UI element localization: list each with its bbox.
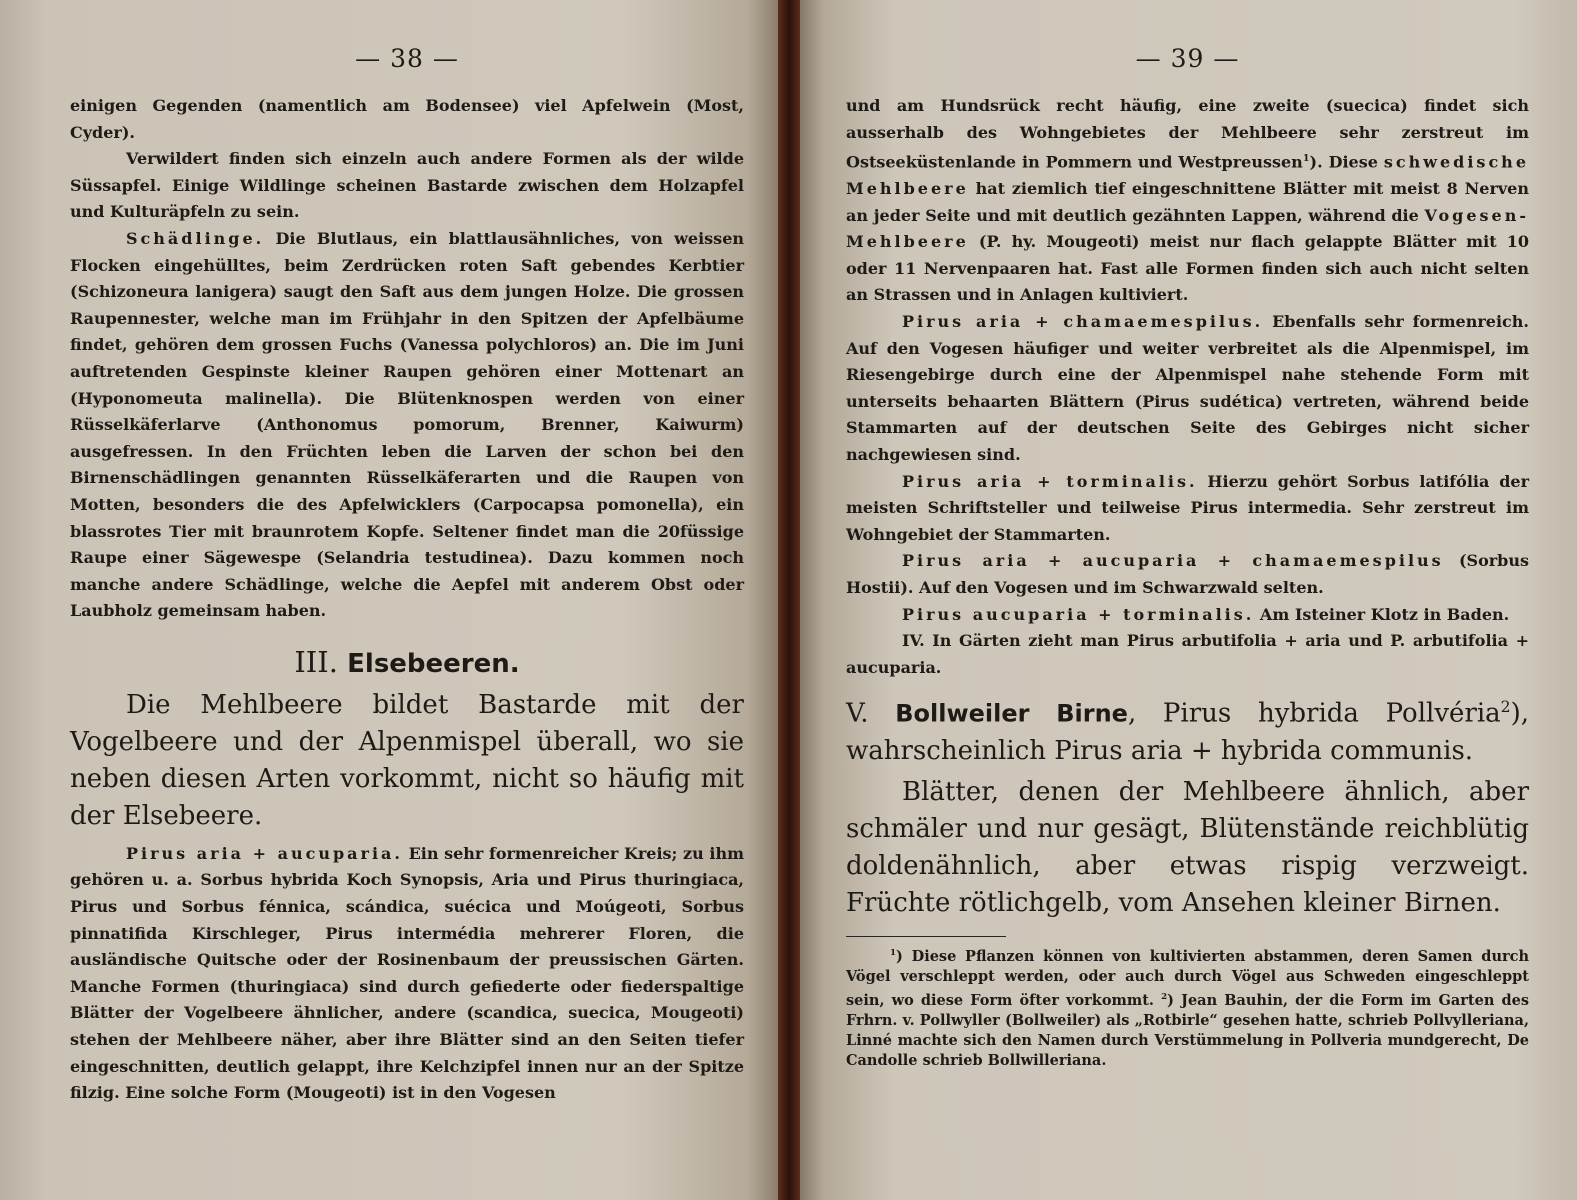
- vosges-whitebeam-term: Vogesen-Mehlbeere: [846, 205, 1529, 252]
- book-gutter: [778, 0, 800, 1200]
- text-span: ), wahrscheinlich Pirus aria + hybrida communis.: [846, 699, 1530, 767]
- footnote-2-text: ) Jean Bauhin, der die Form im Garten des Frhrn. v. Pollwyller (Bollweiler) als „Rotbirle“ gesehen hatte, schrieb Pollvylleriana, Linné machte sich den Namen durch Verstümmelung in Pollveria mundgerecht, De Candolle schrieb Bollwilleriana.: [846, 991, 1530, 1069]
- right-body-text: [846, 93, 1529, 681]
- footnote-marker-2: 2: [1161, 991, 1168, 1002]
- left-body-text-2: [70, 841, 744, 1107]
- pests-label: Schädlinge.: [126, 228, 265, 248]
- left-page: [0, 0, 778, 1200]
- section-number: V.: [846, 699, 869, 730]
- intro-paragraph: Die Mehlbeere bildet Bastarde mit der Vogelbeere und der Alpenmispel überall, wo sie neben diesen Arten vorkommt, nicht so häufig mit der Elsebeere.: [70, 689, 744, 831]
- page-number-left: — 38 —: [355, 44, 459, 73]
- text-span: (P. hy. Mougeoti) meist nur flach gelappte Blätter mit 10 oder 11 Nervenpaaren hat. Fast alle Formen finden sich auch nicht selten an Strassen und in Anlagen kultiviert.: [846, 232, 1529, 305]
- hybrid-text: Ein sehr formenreicher Kreis; zu ihm gehören u. a. Sorbus hybrida Koch Synopsis, Aria und Pirus thuringiaca, Pirus und Sorbus fénnica, scándica, suécica und Moúgeoti, Sorbus pinnatifida Kirschleger, Pirus intermédia mehrerer Floren, die ausländische Quitsche oder der Rosinenbaum der preussischen Gärten. Manche Formen (thuringiaca) sind durch gefiederte oder fiederspaltige Blätter der Vogelbeere ähnlicher, andere (scandica, suecica, Mougeoti) stehen der Mehlbeere näher, aber ihre Blätter sind an den Seiten tiefer eingeschnitten, deutlich gelappt, ihre Kelchzipfel innen nur an der Spitze filzig. Eine solche Form (Mougeoti) ist in den Vogesen: [70, 843, 745, 1103]
- hybrid-label: Pirus aria + chamaemespilus.: [902, 312, 1264, 332]
- left-paragraph-1: einigen Gegenden (namentlich am Bodensee) viel Apfelwein (Most, Cyder).: [70, 96, 744, 142]
- bollweiler-heading: [846, 689, 1529, 770]
- hybrid-label: Pirus aucuparia + torminalis.: [902, 604, 1255, 624]
- hybrid-label: Pirus aria + torminalis.: [902, 471, 1198, 491]
- right-page: [800, 0, 1577, 1200]
- swedish-whitebeam-term: schwedische Mehlbeere: [846, 152, 1529, 199]
- bollweiler-description: Blätter, denen der Mehlbeere ähnlich, aber schmäler und nur gesägt, Blütenstände reichblütig doldenähnlich, aber etwas rispig verzweigt. Früchte rötlichgelb, vom Ansehen kleiner Birnen.: [846, 777, 1529, 919]
- text-span: (Sorbus Hostii). Auf den Vogesen und im Schwarzwald selten.: [846, 551, 1530, 598]
- hybrid-paragraph: [70, 841, 744, 1107]
- footnote-divider: [846, 936, 1006, 937]
- right-paragraph-2: [846, 309, 1529, 469]
- text-span: ). Diese: [1309, 152, 1384, 172]
- left-paragraph-pests: [70, 226, 744, 625]
- section-title: Elsebeeren.: [347, 648, 520, 679]
- hybrid-label: Pirus aria + aucuparia.: [126, 843, 403, 863]
- section-title: Bollweiler Birne: [895, 700, 1128, 729]
- footnote-1-text: ) Diese Pflanzen können von kultivierten abstammen, deren Samen durch Vögel verschleppt werden, oder auch durch Vögel aus Schweden eingeschleppt sein, wo diese Form öfter vorkommt.: [846, 947, 1529, 1009]
- footnote-marker-1: 1: [890, 948, 897, 959]
- text-span: Am Isteiner Klotz in Baden.: [1254, 604, 1510, 624]
- right-paragraph-3: [846, 469, 1529, 549]
- intro-text: [70, 687, 744, 835]
- text-span: Ebenfalls sehr formenreich. Auf den Vogesen häufiger und weiter verbreitet als die Alpenmispel, im Riesengebirge durch eine der Alpenmispel nahe stehende Form mit unterseits behaarten Blättern (Pirus sudética) vertreten, während beide Stammarten auf der deutschen Seite des Gebirges nicht sicher nachgewiesen sind.: [846, 312, 1529, 465]
- text-span: Hierzu gehört Sorbus latifólia der meisten Schriftsteller und teilweise Pirus intermedia. Sehr zerstreut im Wohngebiet der Stammarten.: [846, 471, 1530, 544]
- footnote-ref-2: 2: [1500, 698, 1511, 717]
- bollweiler-section: [846, 689, 1529, 922]
- section-heading-iii: [70, 645, 744, 679]
- left-paragraph-2: Verwildert finden sich einzeln auch andere Formen als der wilde Süssapfel. Einige Wildlinge scheinen Bastarde zwischen dem Holzapfel und Kulturäpfeln zu sein.: [70, 149, 744, 222]
- hybrid-label: Pirus aria + aucuparia + chamaemespilus: [902, 551, 1444, 571]
- right-paragraph-1: [846, 93, 1529, 309]
- left-body-text: [70, 93, 744, 625]
- footnote-ref-1: 1: [1302, 153, 1310, 165]
- text-span: und am Hundsrück recht häufig, eine zweite (suecica) findet sich ausserhalb des Wohngebietes der Mehlbeere sehr zerstreut im Ostseeküstenlande in Pommern und Westpreussen: [846, 96, 1529, 172]
- section-number: III.: [294, 644, 338, 679]
- text-span: hat ziemlich tief eingeschnittene Blätter mit meist 8 Nerven an jeder Seite und mit deutlich gezähnten Lappen, während die: [846, 179, 1529, 225]
- right-paragraph-6: IV. In Gärten zieht man Pirus arbutifolia + aria und P. arbutifolia + aucuparia.: [846, 631, 1529, 677]
- right-paragraph-4: [846, 548, 1529, 601]
- page-number-right: — 39 —: [1135, 44, 1240, 73]
- text-span: , Pirus hybrida Pollvéria: [1127, 699, 1501, 730]
- footnotes: [846, 943, 1529, 1071]
- right-paragraph-5: [846, 602, 1529, 629]
- pests-text: Die Blutlaus, ein blattlausähnliches, von weissen Flocken eingehülltes, beim Zerdrücken roten Saft gebendes Kerbtier (Schizoneura lanigera) saugt den Saft aus dem jungen Holze. Die grossen Raupennester, welche man im Frühjahr in den Spitzen der Apfelbäume findet, gehören dem grossen Fuchs (Vanessa polychloros) an. Die im Juni auftretenden Gespinste kleiner Raupen gehören einer Mottenart an (Hyponomeuta malinella). Die Blütenknospen werden von einer Rüsselkäferlarve (Anthonomus pomorum, Brenner, Kaiwurm) ausgefressen. In den Früchten leben die Larven der schon bei den Birnenschädlingen genannten Rüsselkäferarten und die Raupen von Motten, besonders die des Apfelwicklers (Carpocapsa pomonella), ein blassrotes Tier mit braunrotem Kopfe. Seltener findet man die 20füssige Raupe einer Sägewespe (Selandria testudinea). Dazu kommen noch manche andere Schädlinge, welche die Aepfel mit anderem Obst oder Laubholz gemeinsam haben.: [70, 228, 744, 621]
